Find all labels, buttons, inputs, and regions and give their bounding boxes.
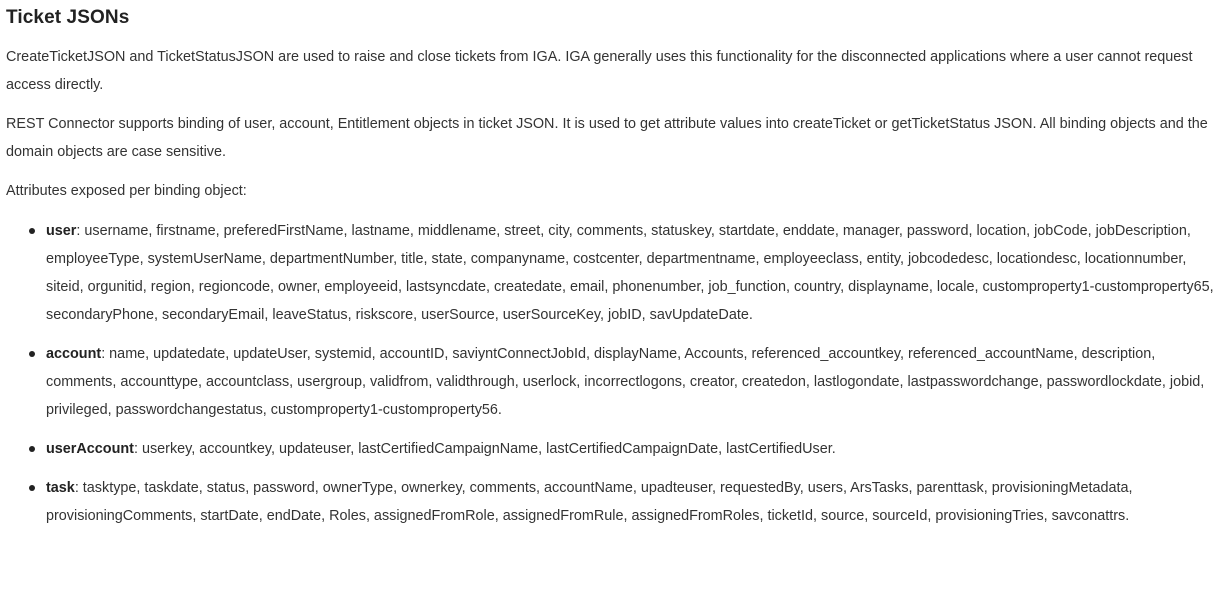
bullet-icon (29, 446, 35, 452)
binding-object-attributes: : userkey, accountkey, updateuser, lastCertifiedCampaignName, lastCertifiedCampaignDate, lastCertifiedUser. (133, 441, 836, 457)
attributes-intro-paragraph: Attributes exposed per binding object: (6, 183, 247, 199)
ticket-jsons-section (6, 0, 1218, 541)
list-item-account (46, 340, 1218, 424)
binding-support-paragraph: REST Connector supports binding of user, account, Entitlement objects in ticket JSON. It is used to get attribute values into createTicket or getTicketStatus JSON. All binding objects and the domain objects are case sensitive. (6, 116, 1208, 160)
binding-object-name: user (46, 223, 77, 239)
binding-object-name: userAccount (46, 441, 134, 457)
binding-object-name: account (46, 346, 102, 362)
binding-object-attributes: : tasktype, taskdate, status, password, ownerType, ownerkey, comments, accountName, upadteuser, requestedBy, users, ArsTasks, parenttask, provisioningMetadata, provisioningComments, startDate, endDate, Roles, assignedFromRole, assignedFromRule, assignedFromRoles, ticketId, source, sourceId, provisioningTries, savconattrs. (46, 480, 1133, 524)
section-title: Ticket JSONs (6, 7, 130, 28)
binding-object-list (6, 217, 1218, 530)
bullet-icon (29, 228, 35, 234)
bullet-icon (29, 485, 35, 491)
list-item-user (46, 217, 1218, 329)
intro-paragraph: CreateTicketJSON and TicketStatusJSON are used to raise and close tickets from IGA. IGA generally uses this functionality for the disconnected applications where a user cannot request access directly. (6, 49, 1193, 93)
binding-object-attributes: : username, firstname, preferedFirstName, lastname, middlename, street, city, comments, statuskey, startdate, enddate, manager, password, location, jobCode, jobDescription, employeeType, systemUserName, departmentNumber, title, state, companyname, costcenter, departmentname, employeeclass, entity, jobcodedesc, locationdesc, locationnumber, siteid, orgunitid, region, regioncode, owner, employeeid, lastsyncdate, createdate, email, phonenumber, job_function, country, displayname, locale, customproperty1-customproperty65, secondaryPhone, secondaryEmail, leaveStatus, riskscore, userSource, userSourceKey, jobID, savUpdateDate. (46, 223, 1214, 323)
list-item-user-account (46, 435, 1218, 463)
bullet-icon (29, 351, 35, 357)
binding-object-attributes: : name, updatedate, updateUser, systemid, accountID, saviyntConnectJobId, displayName, Accounts, referenced_accountkey, referenced_accountName, description, comments, accounttype, accountclass, usergroup, validfrom, validthrough, userlock, incorrectlogons, creator, createdon, lastlogondate, lastpasswordchange, passwordlockdate, jobid, privileged, passwordchangestatus, customproperty1-customproperty56. (46, 346, 1205, 418)
binding-object-name: task (46, 480, 75, 496)
list-item-task (46, 474, 1218, 530)
